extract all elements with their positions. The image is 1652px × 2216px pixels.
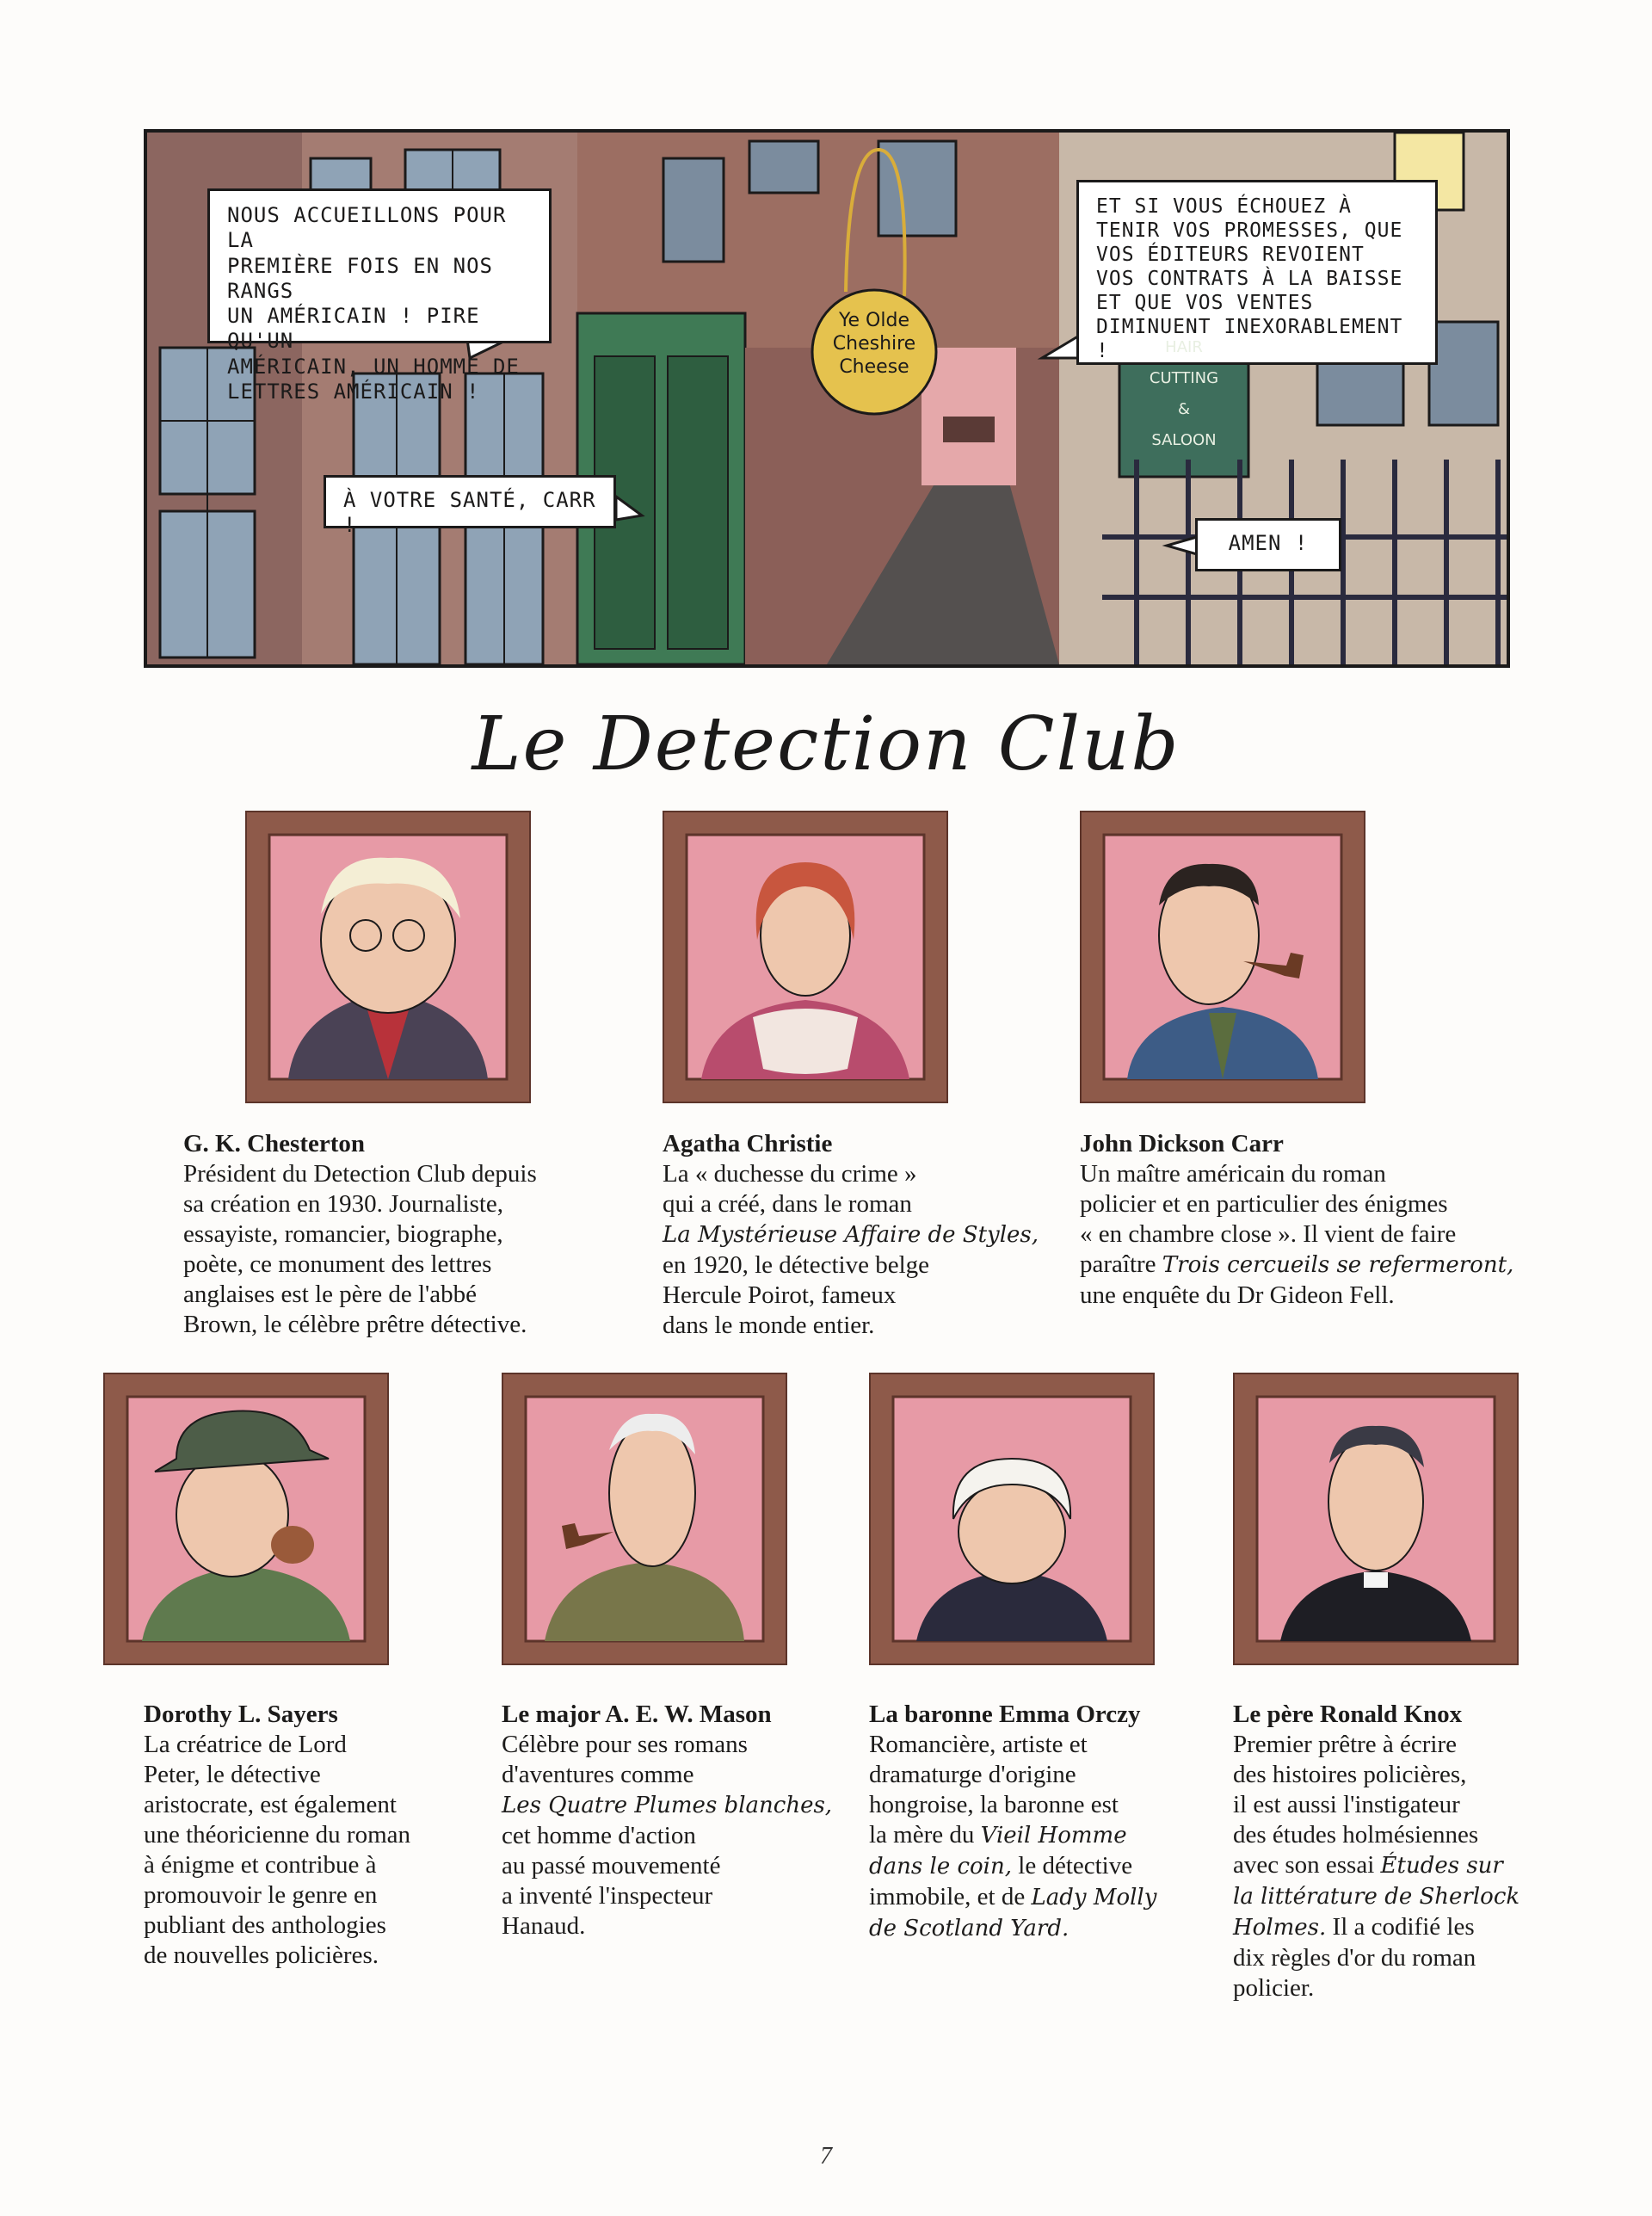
member-description: La créatrice de Lord Peter, le détective aristocrate, est également une théoricienne du roman à énigme et contribue à promouvoir le genre en publiant des anthologies de nouvelles policières. — [144, 1731, 411, 1969]
member-name: Le major A. E. W. Mason — [502, 1701, 772, 1728]
bio-christie — [663, 1129, 1058, 1341]
member-description: Célèbre pour ses romans d'aventures comme Les Quatre Plumes blanches, cet homme d'action au passé mouvementé a inventé l'inspecteur Hanaud. — [502, 1731, 833, 1940]
portrait-knox — [1233, 1373, 1519, 1665]
mason-portrait-image — [502, 1373, 787, 1665]
carr-portrait-image — [1080, 811, 1365, 1103]
christie-portrait-image — [663, 811, 948, 1103]
member-name: La baronne Emma Orczy — [869, 1701, 1141, 1728]
portrait-sayers — [103, 1373, 389, 1665]
speech-bubble-promesses: ET SI VOUS ÉCHOUEZ À TENIR VOS PROMESSES, QUE VOS ÉDITEURS REVOIENT VOS CONTRATS À LA BAISSE ET QUE VOS VENTES DIMINUENT INEXORABLEMENT ! — [1076, 180, 1438, 365]
pub-sign-text: Ye Olde Cheshire Cheese — [832, 310, 916, 378]
bio-orczy — [869, 1700, 1230, 1944]
member-description: La « duchesse du crime » qui a créé, dans le roman La Mystérieuse Affaire de Styles, en 1920, le détective belge Hercule Poirot, fameux dans le monde entier. — [663, 1160, 1039, 1339]
speech-bubble-american: NOUS ACCUEILLONS POUR LA PREMIÈRE FOIS EN NOS RANGS UN AMÉRICAIN ! PIRE QU'UN AMÉRICAIN, UN HOMME DE LETTRES AMÉRICAIN ! — [207, 188, 552, 343]
book-title: Vieil Homme dans le coin, — [869, 1823, 1127, 1880]
member-name: G. K. Chesterton — [183, 1130, 366, 1157]
member-name: Le père Ronald Knox — [1233, 1701, 1463, 1728]
member-description: Premier prêtre à écrire des histoires policières, il est aussi l'instigateur des études holmésiennes avec son essai Études sur la littérature de Sherlock Holmes. Il a codifié les dix règles d'or du roman policier. — [1233, 1731, 1520, 2002]
portrait-christie — [663, 811, 948, 1103]
portrait-orczy — [869, 1373, 1155, 1665]
portrait-mason — [502, 1373, 787, 1665]
barber-sign-text: HAIR CUTTING & SALOON — [1149, 338, 1219, 449]
member-description: Romancière, artiste et dramaturge d'origine hongroise, la baronne est la mère du Vieil Homme dans le coin, le détective immobile, et de Lady Molly de Scotland Yard. — [869, 1731, 1157, 1941]
bio-knox — [1233, 1700, 1612, 2003]
book-title: La Mystérieuse Affaire de Styles, — [663, 1222, 1039, 1248]
member-name: John Dickson Carr — [1080, 1130, 1284, 1157]
page-number: 7 — [820, 2143, 832, 2170]
portrait-chesterton — [245, 811, 531, 1103]
knox-portrait-image — [1233, 1373, 1519, 1665]
member-name: Agatha Christie — [663, 1130, 833, 1157]
book-title: Lady Molly de Scotland Yard. — [869, 1885, 1157, 1941]
member-description: Président du Detection Club depuis sa création en 1930. Journaliste, essayiste, romancier, biographe, poète, ce monument des lettres anglaises est le père de l'abbé Brown, le célèbre prêtre détective. — [183, 1160, 537, 1338]
bio-mason — [502, 1700, 863, 1941]
chesterton-portrait-image — [245, 811, 531, 1103]
speech-bubble-amen: AMEN ! — [1195, 518, 1341, 571]
bio-carr — [1080, 1129, 1544, 1311]
book-title: Les Quatre Plumes blanches, — [502, 1793, 833, 1818]
bio-chesterton — [183, 1129, 631, 1340]
book-title: Trois cercueils se refermeront, — [1162, 1252, 1514, 1278]
sayers-portrait-image — [103, 1373, 389, 1665]
member-name: Dorothy L. Sayers — [144, 1701, 338, 1728]
page-title: Le Detection Club — [472, 701, 1180, 787]
member-description: Un maître américain du roman policier et en particulier des énigmes « en chambre close ». Il vient de faire paraître Trois cercueils se refermeront, une enquête du Dr Gideon Fell. — [1080, 1160, 1514, 1309]
book-title: Études sur la littérature de Sherlock Holmes. — [1233, 1853, 1520, 1941]
orczy-portrait-image — [869, 1373, 1155, 1665]
street-panel — [144, 129, 1510, 668]
bio-sayers — [144, 1700, 488, 1971]
speech-bubble-sante: À VOTRE SANTÉ, CARR ! — [324, 475, 616, 528]
portrait-carr — [1080, 811, 1365, 1103]
